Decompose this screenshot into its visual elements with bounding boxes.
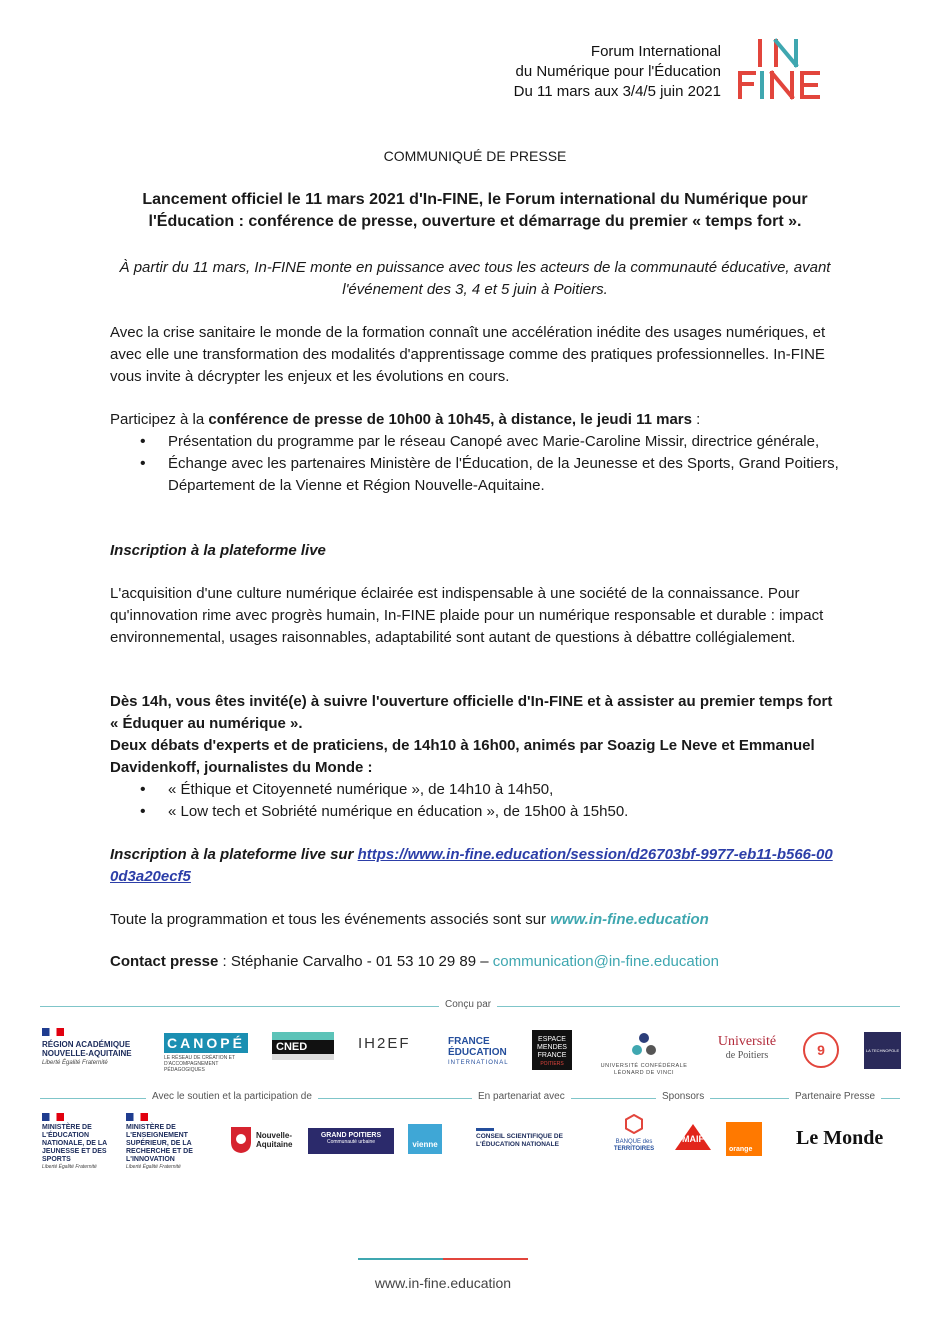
gp-name: GRAND POITIERS	[320, 1132, 382, 1139]
caption-presse: Partenaire Presse	[789, 1091, 881, 1102]
fei-line-3: INTERNATIONAL	[448, 1060, 509, 1066]
ministere-educ-name: MINISTÈRE DE L'ÉDUCATION NATIONALE, DE LA JEUNESSE ET DES SPORTS	[42, 1124, 107, 1163]
logo-ih2ef: IH2EF	[358, 1035, 411, 1052]
contact-label: Contact presse	[110, 953, 219, 970]
programmation-line	[110, 909, 840, 931]
logo-technopole: LA TECHNOPOLE	[864, 1032, 901, 1069]
footer-url[interactable]: www.in-fine.education	[374, 1275, 512, 1291]
marianne-flag-icon	[42, 1113, 64, 1121]
inscription-block-2	[110, 844, 840, 888]
programmation-prefix: Toute la programmation et tous les événements associés sont sur	[110, 911, 551, 928]
na-line-2: Aquitaine	[256, 1140, 293, 1149]
doc-label: COMMUNIQUÉ DE PRESSE	[383, 148, 567, 164]
marianne-flag-icon	[42, 1028, 64, 1036]
logo-region-academique	[42, 1028, 152, 1067]
bdt-line-1: BANQUE des	[615, 1139, 653, 1145]
logo-circle-red-icon	[802, 1031, 840, 1069]
lede: À partir du 11 mars, In-FINE monte en puissance avec tous les acteurs de la communauté éducative, avant l'événement des 3, 4 et 5 juin à Poitiers.	[119, 259, 831, 298]
logo-ministere-superieur	[126, 1113, 220, 1170]
logo-france-education	[448, 1036, 518, 1069]
logo-ucldv	[592, 1030, 696, 1077]
inscription-prefix: Inscription à la plateforme live sur	[110, 846, 358, 863]
caption-sponsors: Sponsors	[656, 1091, 710, 1102]
ucldv-name: UNIVERSITÉ CONFÉDÉRALE LÉONARD DE VINCI	[600, 1063, 688, 1076]
intro-paragraph: Avec la crise sanitaire le monde de la formation connaît une accélération inédite des usages numériques, et avec elle une transformation des modalités d'apprentissage comme des pratiques professionnelles. In-FINE vous invite à décrypter les enjeux et les évolutions en cours.	[110, 324, 826, 385]
press-conference-line	[110, 409, 840, 431]
emf-line-2: MENDES	[537, 1044, 567, 1051]
opening-block	[110, 691, 840, 823]
emf-line-3: FRANCE	[537, 1052, 567, 1059]
csen-name: CONSEIL SCIENTIFIQUE DE L'ÉDUCATION NATIONALE	[476, 1133, 563, 1148]
logo-ministere-education	[42, 1113, 118, 1170]
csen-bar	[476, 1128, 494, 1131]
ministere-sup-name: MINISTÈRE DE L'ENSEIGNEMENT SUPÉRIEUR, DE LA RECHERCHE ET DE L'INNOVATION	[126, 1124, 193, 1163]
up-line-1: Université	[717, 1034, 777, 1049]
gp-sub: Communauté urbaine	[326, 1139, 376, 1145]
ucldv-emblem-icon	[630, 1030, 658, 1058]
emf-line-4: POITIERS	[540, 1061, 564, 1067]
marianne-flag-icon	[126, 1113, 148, 1121]
press-conference-prefix: Participez à la	[110, 411, 209, 428]
header-line-3: Du 11 mars aux 3/4/5 juin 2021	[513, 83, 721, 100]
logo-espace-mendes-france	[532, 1030, 572, 1070]
logo-le-monde: Le Monde	[796, 1127, 884, 1149]
header-line-2: du Numérique pour l'Éducation	[515, 63, 721, 80]
website-link[interactable]: www.in-fine.education	[550, 911, 709, 928]
event-header	[514, 42, 721, 102]
press-conference-block	[110, 409, 840, 497]
fei-line-2: ÉDUCATION	[448, 1047, 507, 1058]
debates-list	[110, 779, 840, 823]
session-link[interactable]: https://www.in-fine.education/session/d26703bf-9977-eb11-b566-000d3a20ecf5	[110, 846, 833, 885]
footer-accent-bar	[358, 1258, 528, 1260]
press-conference-suffix: :	[691, 411, 701, 428]
lion-shield-icon	[230, 1126, 252, 1154]
republic-motto: Liberté Égalité Fraternité	[42, 1164, 97, 1170]
hexagon-icon	[624, 1114, 644, 1134]
caption-partenariat: En partenariat avec	[472, 1091, 571, 1102]
bdt-line-2: TERRITOIRES	[613, 1146, 655, 1152]
list-item: • « Éthique et Citoyenneté numérique », de 14h10 à 14h50,	[168, 779, 840, 801]
cned-wordmark: CNED	[272, 1040, 334, 1054]
list-item: • « Low tech et Sobriété numérique en éducation », de 15h00 à 15h50.	[168, 801, 840, 823]
up-line-2: de Poitiers	[725, 1050, 769, 1061]
logo-canope	[164, 1033, 248, 1073]
logo-vienne: vienne	[408, 1124, 442, 1154]
emf-line-1: ESPACE	[538, 1036, 566, 1043]
republic-motto: Liberté Égalité Fraternité	[126, 1164, 181, 1170]
contact-email-link[interactable]: communication@in-fine.education	[492, 953, 719, 970]
cned-band-2	[272, 1054, 334, 1060]
inscription-link-1[interactable]: Inscription à la plateforme live	[110, 542, 326, 559]
cned-band	[272, 1032, 334, 1040]
caption-soutien: Avec le soutien et la participation de	[146, 1091, 318, 1102]
logo-orange: orange	[726, 1122, 762, 1156]
republic-motto: Liberté Égalité Fraternité	[42, 1060, 108, 1066]
logo-maif	[671, 1122, 715, 1154]
in-fine-logo	[736, 38, 840, 100]
press-conference-bold: conférence de presse de 10h00 à 10h45, à distance, le jeudi 11 mars	[208, 411, 692, 428]
culture-paragraph: L'acquisition d'une culture numérique éclairée est indispensable à une société de la connaissance. Pour qu'innovation rime avec progrès humain, In-FINE plaide pour un numérique responsable et durable : impact environnemental, usages raisonnables, adaptabilité sont autant de questions à débattre collégialement.	[110, 585, 824, 646]
page-title: Lancement officiel le 11 mars 2021 d'In-FINE, le Forum international du Numérique pour l'Éducation : conférence de presse, ouverture et démarrage du premier « temps fort ».	[142, 191, 808, 230]
canope-tagline: LE RÉSEAU DE CRÉATION ET D'ACCOMPAGNEMENT PÉDAGOGIQUES	[164, 1055, 235, 1073]
na-line-1: Nouvelle-	[256, 1131, 293, 1140]
caption-concu-par: Conçu par	[439, 999, 497, 1010]
list-item: • Présentation du programme par le réseau Canopé avec Marie-Caroline Missir, directrice générale,	[168, 431, 840, 453]
list-item: • Échange avec les partenaires Ministère de l'Éducation, de la Jeunesse et des Sports, Grand Poitiers, Département de la Vienne et Région Nouvelle-Aquitaine.	[168, 453, 840, 497]
region-name: RÉGION ACADÉMIQUE NOUVELLE-AQUITAINE	[42, 1040, 132, 1058]
press-conference-list	[110, 431, 840, 497]
debates-line: Deux débats d'experts et de praticiens, de 14h10 à 16h00, animés par Soazig Le Neve et Emmanuel Davidenkoff, journalistes du Monde :	[110, 737, 815, 776]
contact-line	[110, 951, 840, 973]
svg-text:9: 9	[817, 1042, 825, 1058]
header-line-1: Forum International	[590, 43, 721, 60]
logo-csen	[476, 1128, 592, 1149]
contact-text: : Stéphanie Carvalho - 01 53 10 29 89 –	[218, 953, 493, 970]
logo-universite-poitiers	[712, 1034, 782, 1061]
maif-wordmark: MAIF	[682, 1134, 704, 1144]
logo-nouvelle-aquitaine	[230, 1126, 300, 1154]
opening-line: Dès 14h, vous êtes invité(e) à suivre l'ouverture officielle d'In-FINE et à assister au premier temps fort « Éduquer au numérique ».	[110, 693, 833, 732]
logo-grand-poitiers	[308, 1128, 394, 1154]
canope-wordmark: CANOPÉ	[164, 1033, 248, 1053]
logo-banque-territoires	[608, 1114, 660, 1153]
logo-cned	[272, 1032, 334, 1060]
fei-line-1: FRANCE	[448, 1036, 490, 1047]
